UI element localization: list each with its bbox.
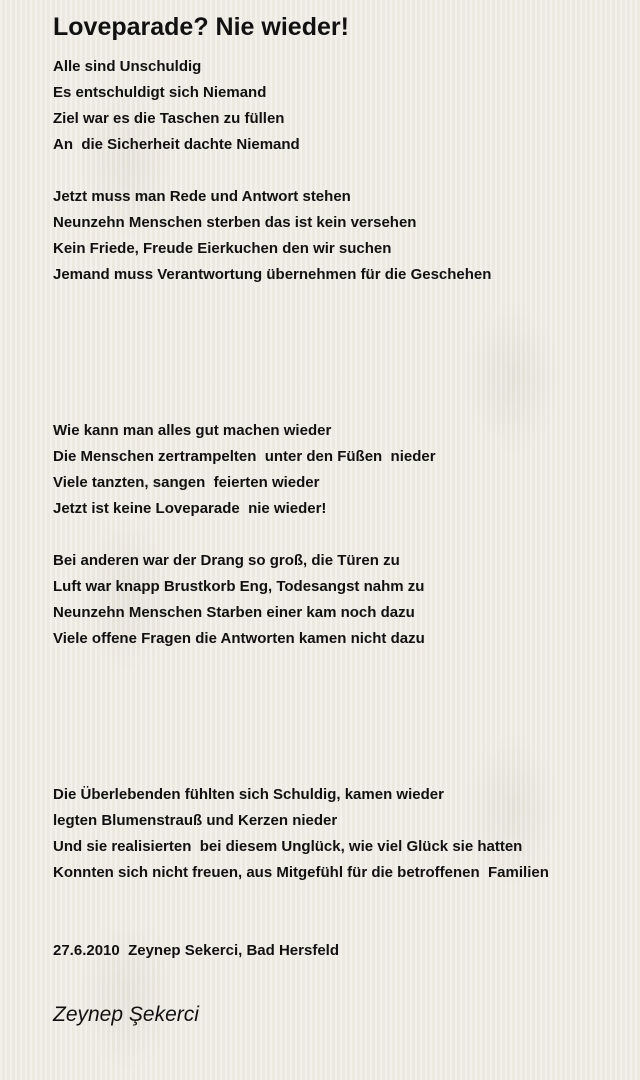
poem-line: Die Menschen zertrampelten unter den Füßen nieder — [53, 448, 436, 465]
stanza-3 — [53, 418, 633, 522]
poem-line: Neunzehn Menschen Starben einer kam noch dazu — [53, 604, 415, 621]
poem-line: legten Blumenstrauß und Kerzen nieder — [53, 812, 338, 829]
poem-line: Und sie realisierten bei diesem Unglück, wie viel Glück sie hatten — [53, 838, 523, 855]
dateline: 27.6.2010 Zeynep Sekerci, Bad Hersfeld — [53, 942, 339, 959]
author-signature: Zeynep Şekerci — [53, 1003, 199, 1026]
poem-line: Kein Friede, Freude Eierkuchen den wir suchen — [53, 240, 392, 257]
poem-line: Neunzehn Menschen sterben das ist kein versehen — [53, 214, 417, 231]
poem-line: Ziel war es die Taschen zu füllen — [53, 110, 285, 127]
stanza-4 — [53, 548, 633, 652]
stanza-2 — [53, 184, 633, 288]
stanza-spacer — [53, 288, 633, 418]
poem-line: Bei anderen war der Drang so groß, die Türen zu — [53, 552, 400, 569]
stanza-spacer — [53, 886, 633, 938]
poem-container — [53, 12, 633, 1028]
poem-line: Luft war knapp Brustkorb Eng, Todesangst nahm zu — [53, 578, 425, 595]
poem-line: Alle sind Unschuldig — [53, 58, 202, 75]
stanza-spacer — [53, 522, 633, 548]
stanza-1 — [53, 54, 633, 158]
poem-line: Jetzt muss man Rede und Antwort stehen — [53, 188, 351, 205]
stanza-spacer — [53, 158, 633, 184]
poem-line: An die Sicherheit dachte Niemand — [53, 136, 300, 153]
poem-line: Es entschuldigt sich Niemand — [53, 84, 267, 101]
stanza-spacer — [53, 652, 633, 782]
stanza-5 — [53, 782, 633, 886]
poem-line: Die Überlebenden fühlten sich Schuldig, kamen wieder — [53, 786, 444, 803]
poem-line: Jetzt ist keine Loveparade nie wieder! — [53, 500, 327, 517]
poem-title: Loveparade? Nie wieder! — [53, 13, 349, 41]
poem-line: Viele offene Fragen die Antworten kamen nicht dazu — [53, 630, 425, 647]
poem-line: Viele tanzten, sangen feierten wieder — [53, 474, 320, 491]
poem-line: Konnten sich nicht freuen, aus Mitgefühl für die betroffenen Familien — [53, 864, 549, 881]
poem-line: Jemand muss Verantwortung übernehmen für die Geschehen — [53, 266, 492, 283]
poem-line: Wie kann man alles gut machen wieder — [53, 422, 332, 439]
